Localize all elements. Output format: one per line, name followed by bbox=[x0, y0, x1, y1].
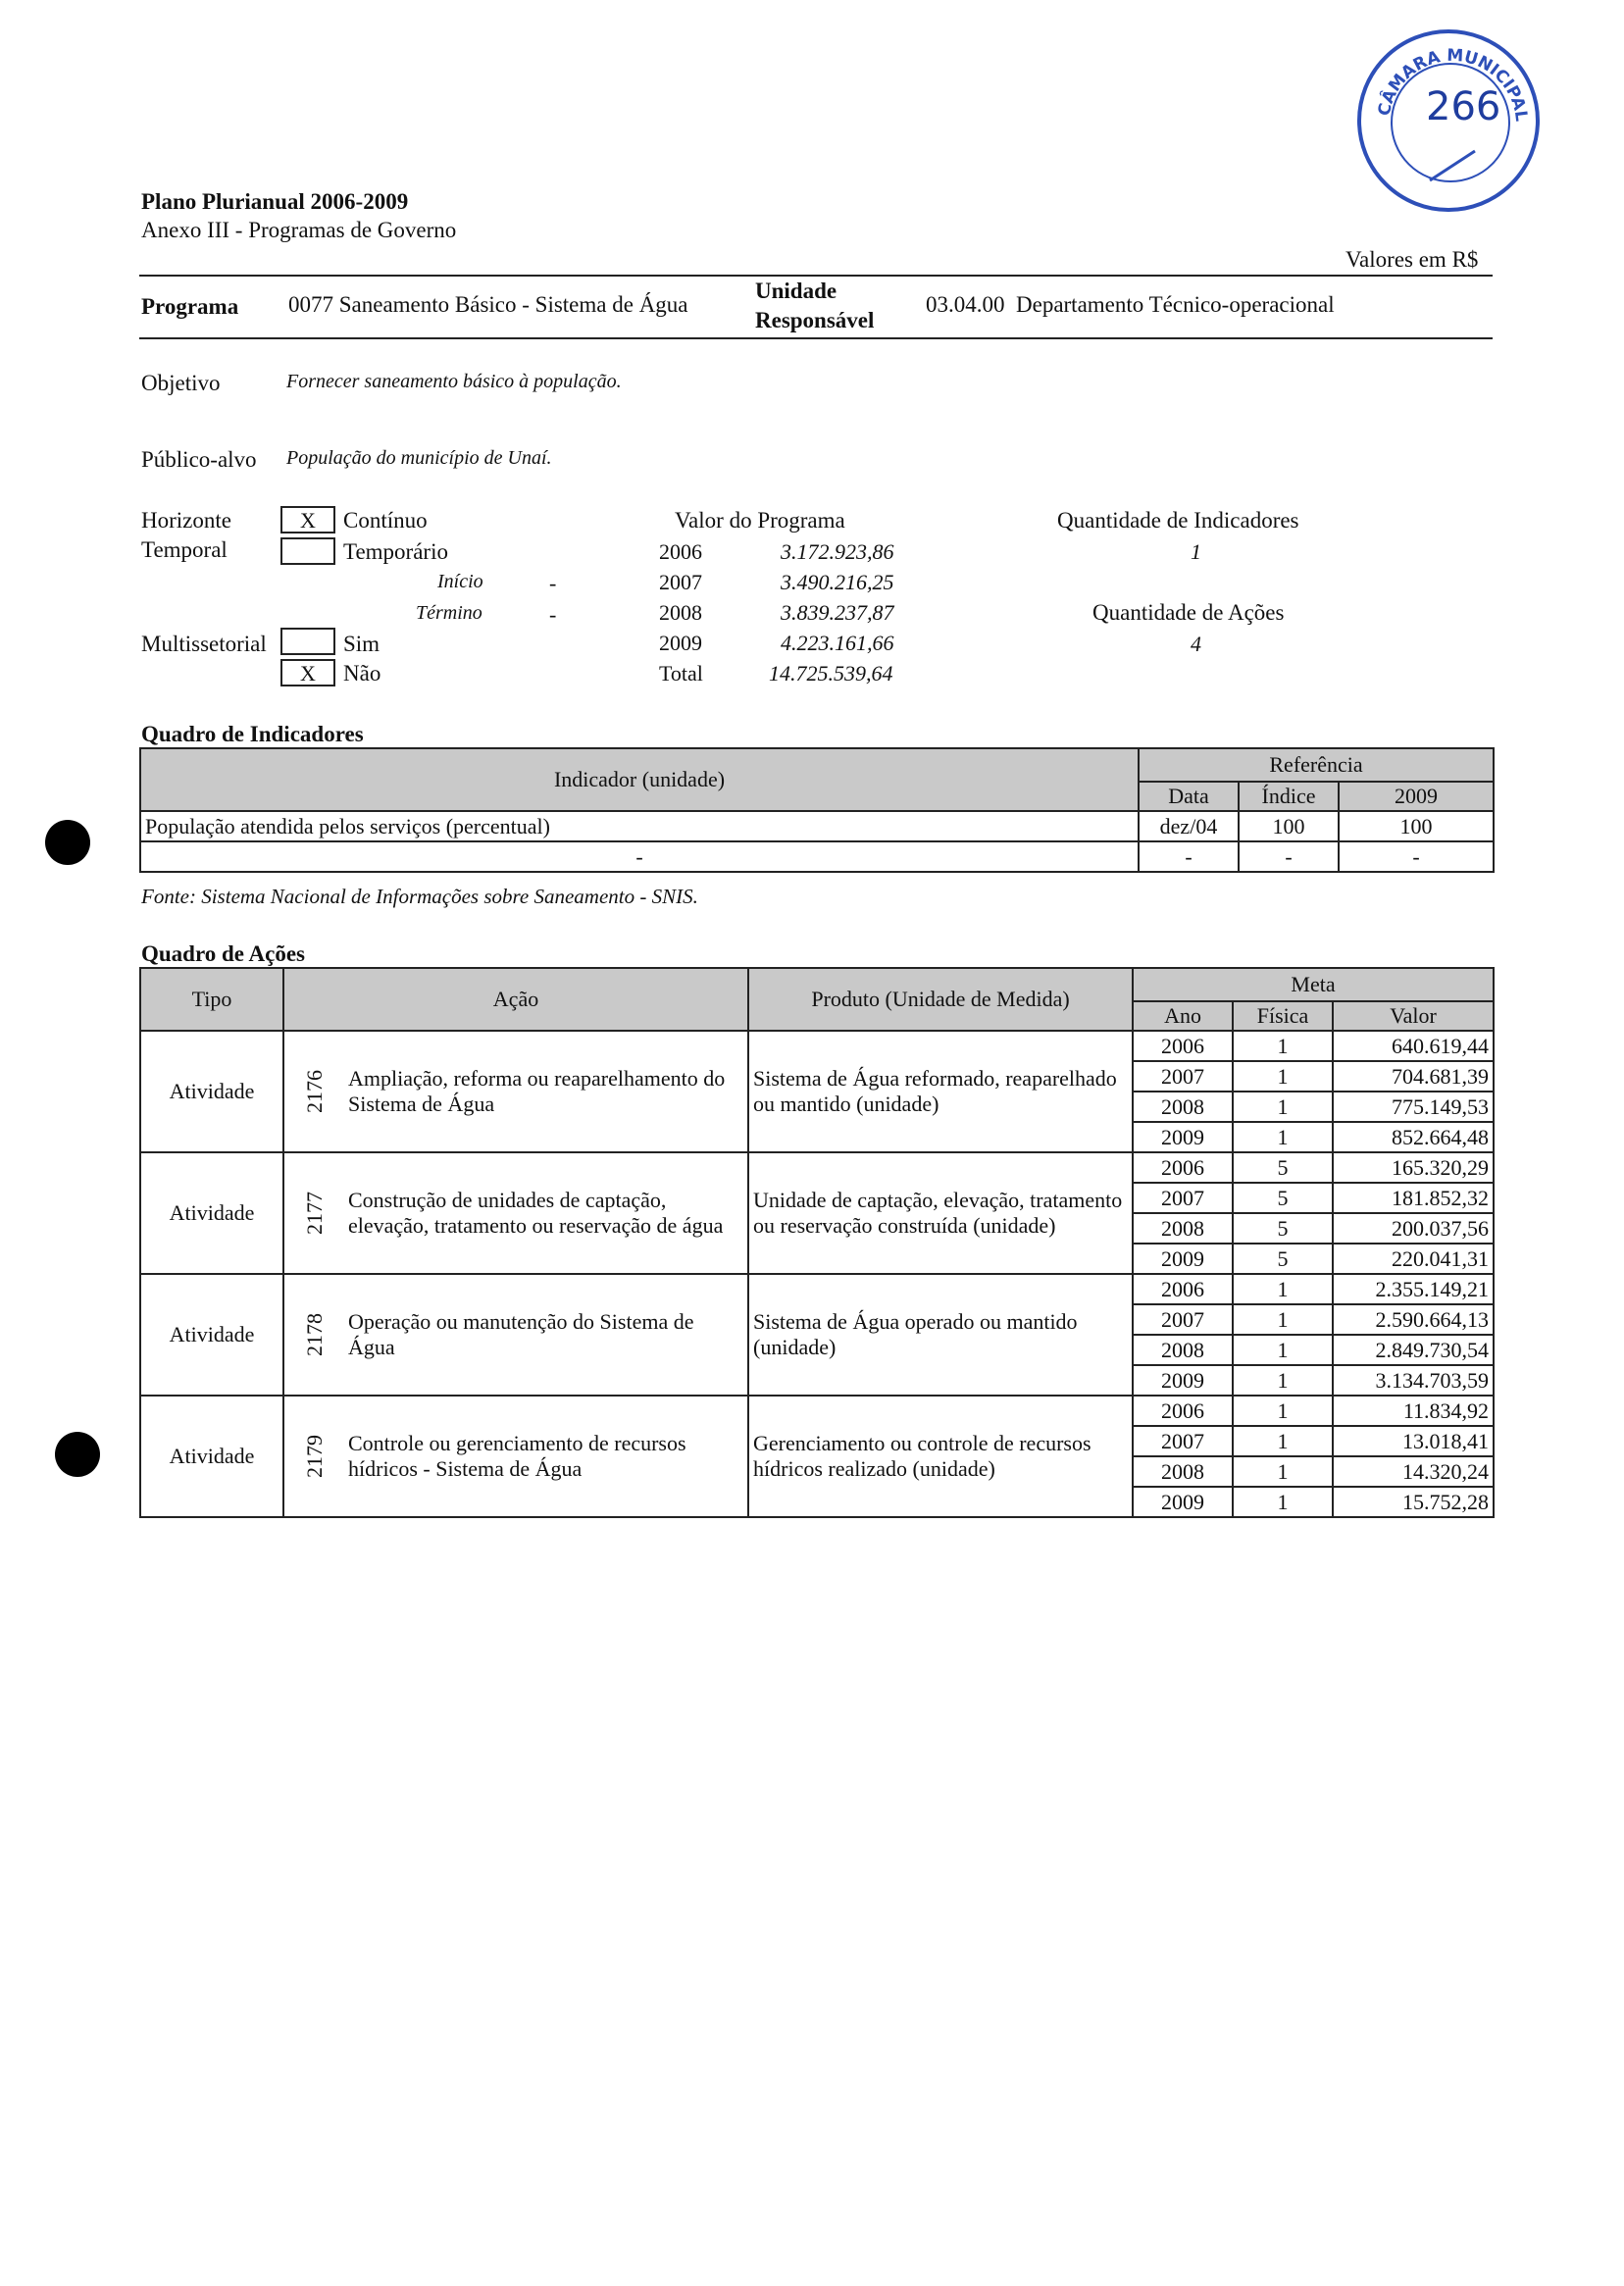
indicator-2009: - bbox=[1339, 841, 1494, 872]
action-code: 2177 bbox=[301, 1192, 327, 1235]
nao-checkbox[interactable]: X bbox=[280, 659, 335, 686]
action-product: Sistema de Água reformado, reaparelhado ou mantido (unidade) bbox=[748, 1031, 1133, 1152]
action-description: Ampliação, reforma ou reaparelhamento do Sistema de Água bbox=[344, 1031, 748, 1152]
action-description: Controle ou gerenciamento de recursos hídricos - Sistema de Água bbox=[344, 1396, 748, 1517]
meta-valor: 2.590.664,13 bbox=[1333, 1304, 1494, 1335]
action-code-cell bbox=[283, 1396, 344, 1517]
table-row bbox=[140, 841, 1494, 872]
indicators-title: Quadro de Indicadores bbox=[141, 722, 364, 746]
indicators-count-label: Quantidade de Indicadores bbox=[1057, 508, 1299, 533]
meta-ano: 2006 bbox=[1133, 1152, 1233, 1183]
action-code: 2178 bbox=[301, 1313, 327, 1356]
meta-valor: 15.752,28 bbox=[1333, 1487, 1494, 1517]
action-tipo: Atividade bbox=[140, 1152, 283, 1274]
indicator-date: - bbox=[1139, 841, 1239, 872]
program-value-amount: 3.839.237,87 bbox=[781, 600, 894, 625]
inicio-label: Início bbox=[437, 571, 483, 592]
meta-fisica: 1 bbox=[1233, 1304, 1333, 1335]
program-value-total-row bbox=[659, 661, 953, 691]
meta-ano: 2009 bbox=[1133, 1487, 1233, 1517]
action-product: Unidade de captação, elevação, tratamento ou reservação construída (unidade) bbox=[748, 1152, 1133, 1274]
action-code-cell bbox=[283, 1152, 344, 1274]
table-row bbox=[140, 1152, 1494, 1183]
multi-label: Multissetorial bbox=[141, 632, 267, 656]
program-value-amount: 3.172.923,86 bbox=[781, 539, 894, 564]
program-value-year: 2008 bbox=[659, 600, 702, 625]
indicator-index: 100 bbox=[1239, 811, 1339, 841]
meta-ano: 2009 bbox=[1133, 1244, 1233, 1274]
meta-fisica: 1 bbox=[1233, 1031, 1333, 1061]
action-tipo: Atividade bbox=[140, 1396, 283, 1517]
meta-valor: 13.018,41 bbox=[1333, 1426, 1494, 1456]
meta-valor: 852.664,48 bbox=[1333, 1122, 1494, 1152]
actions-title: Quadro de Ações bbox=[141, 941, 305, 966]
indicators-source: Fonte: Sistema Nacional de Informações sobre Saneamento - SNIS. bbox=[141, 885, 698, 908]
program-value-year: Total bbox=[659, 661, 703, 686]
program-divider bbox=[139, 337, 1493, 339]
col-ano-header: Ano bbox=[1133, 1001, 1233, 1031]
indicator-name: - bbox=[140, 841, 1139, 872]
unit-label-1: Unidade bbox=[755, 279, 837, 303]
program-value-year: 2007 bbox=[659, 570, 702, 594]
nao-label: Não bbox=[343, 661, 381, 686]
binder-hole-icon bbox=[45, 820, 90, 865]
col-indicator-header: Indicador (unidade) bbox=[140, 748, 1139, 811]
program-value-amount: 3.490.216,25 bbox=[781, 570, 894, 594]
meta-fisica: 1 bbox=[1233, 1396, 1333, 1426]
municipal-stamp bbox=[1357, 29, 1540, 212]
meta-fisica: 1 bbox=[1233, 1122, 1333, 1152]
meta-valor: 165.320,29 bbox=[1333, 1152, 1494, 1183]
stamp-page-number: 266 bbox=[1426, 84, 1501, 129]
meta-ano: 2006 bbox=[1133, 1274, 1233, 1304]
col-acao-header: Ação bbox=[283, 968, 748, 1031]
program-value-amount: 14.725.539,64 bbox=[769, 661, 893, 686]
action-description: Operação ou manutenção do Sistema de Água bbox=[344, 1274, 748, 1396]
indicators-count-value: 1 bbox=[1191, 539, 1201, 564]
document-subtitle: Anexo III - Programas de Governo bbox=[141, 218, 457, 242]
program-value-row bbox=[659, 600, 953, 631]
program-value-row bbox=[659, 539, 953, 570]
termino-label: Término bbox=[416, 602, 482, 624]
action-product: Sistema de Água operado ou mantido (unidade) bbox=[748, 1274, 1133, 1396]
meta-fisica: 1 bbox=[1233, 1426, 1333, 1456]
meta-valor: 704.681,39 bbox=[1333, 1061, 1494, 1092]
col-date-header: Data bbox=[1139, 782, 1239, 811]
program-value-amount: 4.223.161,66 bbox=[781, 631, 894, 655]
sim-checkbox[interactable] bbox=[280, 628, 335, 655]
inicio-value: - bbox=[549, 571, 557, 595]
action-product: Gerenciamento ou controle de recursos hídricos realizado (unidade) bbox=[748, 1396, 1133, 1517]
meta-ano: 2006 bbox=[1133, 1031, 1233, 1061]
meta-valor: 3.134.703,59 bbox=[1333, 1365, 1494, 1396]
indicators-table bbox=[139, 747, 1495, 873]
program-label: Programa bbox=[141, 294, 239, 319]
meta-fisica: 1 bbox=[1233, 1456, 1333, 1487]
horizon-label-1: Horizonte bbox=[141, 508, 231, 533]
meta-fisica: 1 bbox=[1233, 1092, 1333, 1122]
meta-fisica: 1 bbox=[1233, 1335, 1333, 1365]
meta-fisica: 5 bbox=[1233, 1152, 1333, 1183]
meta-valor: 181.852,32 bbox=[1333, 1183, 1494, 1213]
table-row bbox=[140, 1396, 1494, 1426]
meta-ano: 2008 bbox=[1133, 1213, 1233, 1244]
target-value: População do município de Unaí. bbox=[286, 447, 552, 469]
target-label: Público-alvo bbox=[141, 447, 257, 472]
meta-fisica: 1 bbox=[1233, 1487, 1333, 1517]
header-divider bbox=[139, 275, 1493, 277]
indicator-2009: 100 bbox=[1339, 811, 1494, 841]
svg-text:CÂMARA MUNICIPAL: CÂMARA MUNICIPAL bbox=[1374, 45, 1532, 123]
program-value-row bbox=[659, 631, 953, 661]
col-valor-header: Valor bbox=[1333, 1001, 1494, 1031]
unit-value: 03.04.00 Departamento Técnico-operacional bbox=[926, 292, 1335, 317]
meta-ano: 2006 bbox=[1133, 1396, 1233, 1426]
continuo-checkbox[interactable]: X bbox=[280, 506, 335, 533]
meta-fisica: 1 bbox=[1233, 1061, 1333, 1092]
meta-valor: 2.355.149,21 bbox=[1333, 1274, 1494, 1304]
meta-fisica: 5 bbox=[1233, 1183, 1333, 1213]
meta-valor: 11.834,92 bbox=[1333, 1396, 1494, 1426]
program-value-year: 2006 bbox=[659, 539, 702, 564]
table-row bbox=[140, 1031, 1494, 1061]
table-row bbox=[140, 1274, 1494, 1304]
meta-fisica: 1 bbox=[1233, 1365, 1333, 1396]
col-tipo-header: Tipo bbox=[140, 968, 283, 1031]
indicator-index: - bbox=[1239, 841, 1339, 872]
meta-valor: 14.320,24 bbox=[1333, 1456, 1494, 1487]
meta-valor: 775.149,53 bbox=[1333, 1092, 1494, 1122]
actions-count-label: Quantidade de Ações bbox=[1092, 600, 1285, 625]
indicator-name: População atendida pelos serviços (percentual) bbox=[140, 811, 1139, 841]
currency-note: Valores em R$ bbox=[1345, 247, 1479, 272]
program-value-row bbox=[659, 570, 953, 600]
meta-ano: 2007 bbox=[1133, 1183, 1233, 1213]
meta-ano: 2007 bbox=[1133, 1061, 1233, 1092]
meta-fisica: 5 bbox=[1233, 1213, 1333, 1244]
document-title: Plano Plurianual 2006-2009 bbox=[141, 189, 409, 214]
meta-fisica: 5 bbox=[1233, 1244, 1333, 1274]
action-tipo: Atividade bbox=[140, 1031, 283, 1152]
col-fisica-header: Física bbox=[1233, 1001, 1333, 1031]
horizon-label-2: Temporal bbox=[141, 537, 228, 562]
meta-valor: 200.037,56 bbox=[1333, 1213, 1494, 1244]
action-code: 2179 bbox=[301, 1435, 327, 1478]
meta-valor: 2.849.730,54 bbox=[1333, 1335, 1494, 1365]
table-row bbox=[140, 811, 1494, 841]
meta-ano: 2009 bbox=[1133, 1122, 1233, 1152]
continuo-label: Contínuo bbox=[343, 508, 428, 533]
meta-fisica: 1 bbox=[1233, 1274, 1333, 1304]
meta-ano: 2008 bbox=[1133, 1092, 1233, 1122]
program-value: 0077 Saneamento Básico - Sistema de Água bbox=[288, 292, 688, 317]
meta-valor: 220.041,31 bbox=[1333, 1244, 1494, 1274]
meta-valor: 640.619,44 bbox=[1333, 1031, 1494, 1061]
indicator-date: dez/04 bbox=[1139, 811, 1239, 841]
meta-ano: 2007 bbox=[1133, 1426, 1233, 1456]
unit-label-2: Responsável bbox=[755, 308, 875, 332]
meta-ano: 2009 bbox=[1133, 1365, 1233, 1396]
col-index-header: Índice bbox=[1239, 782, 1339, 811]
objective-label: Objetivo bbox=[141, 371, 221, 395]
actions-table bbox=[139, 967, 1495, 1518]
meta-ano: 2008 bbox=[1133, 1335, 1233, 1365]
meta-ano: 2007 bbox=[1133, 1304, 1233, 1335]
program-value-label: Valor do Programa bbox=[675, 508, 845, 533]
objective-value: Fornecer saneamento básico à população. bbox=[286, 371, 622, 392]
temporario-checkbox[interactable] bbox=[280, 537, 335, 565]
program-value-year: 2009 bbox=[659, 631, 702, 655]
col-2009-header: 2009 bbox=[1339, 782, 1494, 811]
col-produto-header: Produto (Unidade de Medida) bbox=[748, 968, 1133, 1031]
meta-ano: 2008 bbox=[1133, 1456, 1233, 1487]
col-reference-header: Referência bbox=[1139, 748, 1494, 782]
actions-count-value: 4 bbox=[1191, 632, 1201, 656]
binder-hole-icon bbox=[55, 1432, 100, 1477]
action-code-cell bbox=[283, 1274, 344, 1396]
action-code-cell bbox=[283, 1031, 344, 1152]
col-meta-header: Meta bbox=[1133, 968, 1494, 1001]
action-description: Construção de unidades de captação, elevação, tratamento ou reservação de água bbox=[344, 1152, 748, 1274]
termino-value: - bbox=[549, 602, 557, 627]
temporario-label: Temporário bbox=[343, 539, 448, 564]
action-tipo: Atividade bbox=[140, 1274, 283, 1396]
action-code: 2176 bbox=[301, 1070, 327, 1113]
program-value-list bbox=[659, 539, 953, 691]
sim-label: Sim bbox=[343, 632, 381, 656]
